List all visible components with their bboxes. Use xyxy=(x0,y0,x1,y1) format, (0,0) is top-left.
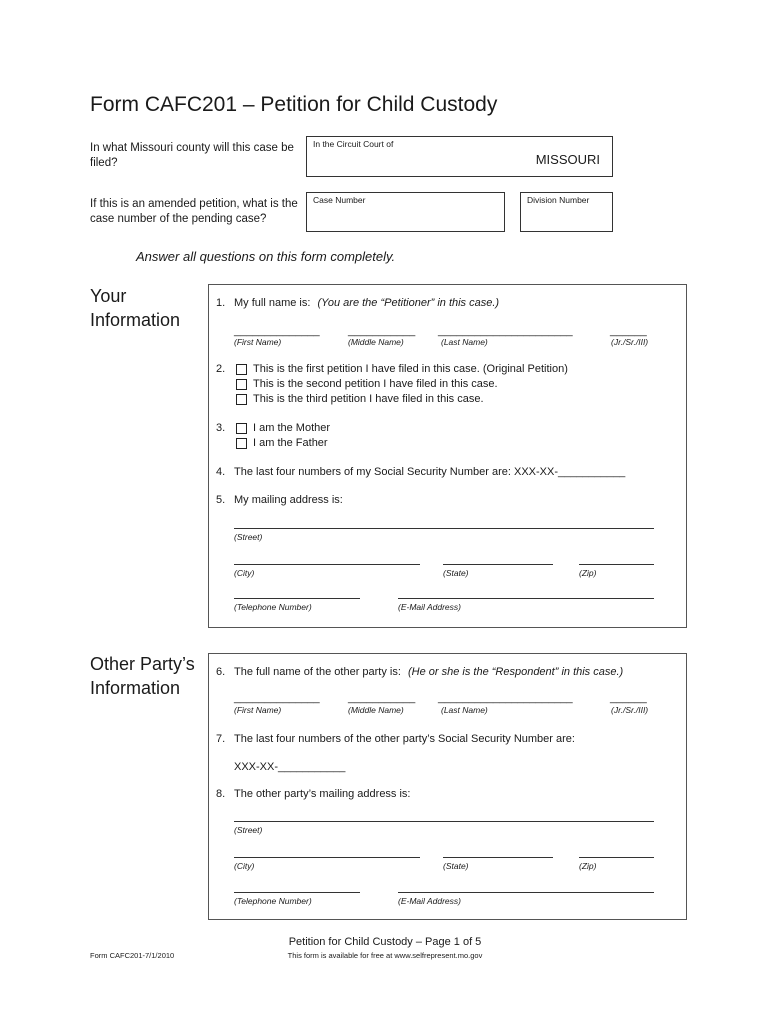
q5-zip-label: (Zip) xyxy=(579,568,597,578)
q5-phone-line[interactable] xyxy=(234,598,360,599)
form-title: Form CAFC201 – Petition for Child Custody xyxy=(90,93,498,116)
q6-suffix-blank[interactable]: ______ xyxy=(610,692,647,704)
footer-page-label: Petition for Child Custody – Page 1 of 5 xyxy=(288,936,482,948)
q6-last-name-blank[interactable]: ______________________ xyxy=(438,692,573,704)
q8-phone-label: (Telephone Number) xyxy=(234,896,312,906)
q5-street-label: (Street) xyxy=(234,532,263,542)
q2-option-1-checkbox[interactable] xyxy=(236,364,247,375)
q8-text: The other party’s mailing address is: xyxy=(234,788,411,800)
q6-first-name-label: (First Name) xyxy=(234,705,282,715)
q5-state-line[interactable] xyxy=(443,564,553,565)
county-question: In what Missouri county will this case be filed? xyxy=(90,142,294,169)
q5-zip-line[interactable] xyxy=(579,564,654,565)
q6-text xyxy=(234,666,623,678)
division-number-field[interactable] xyxy=(520,192,613,232)
q2-option-1-label: This is the first petition I have filed in this case. (Original Petition) xyxy=(253,363,568,375)
q5-city-label: (City) xyxy=(234,568,255,578)
q8-street-line[interactable] xyxy=(234,821,654,822)
q1-middle-name-label: (Middle Name) xyxy=(348,337,404,347)
q8-phone-line[interactable] xyxy=(234,892,360,893)
q1-first-name-label: (First Name) xyxy=(234,337,282,347)
q8-zip-label: (Zip) xyxy=(579,861,597,871)
q7-text: The last four numbers of the other party’s Social Security Number are: xyxy=(234,733,575,745)
q3-mother-label: I am the Mother xyxy=(253,422,331,434)
q5-email-line[interactable] xyxy=(398,598,654,599)
q1-suffix-label: (Jr./Sr./III) xyxy=(611,337,649,347)
q6-first-name-blank[interactable]: ______________ xyxy=(234,692,320,704)
q7-number: 7. xyxy=(216,733,226,745)
q5-state-label: (State) xyxy=(443,568,469,578)
amended-question: If this is an amended petition, what is the case number of the pending case? xyxy=(90,198,298,225)
footer-form-id: Form CAFC201-7/1/2010 xyxy=(90,951,175,960)
q2-number: 2. xyxy=(216,363,226,375)
q5-phone-label: (Telephone Number) xyxy=(234,602,312,612)
your-info-panel xyxy=(208,284,687,628)
q2-option-2-label: This is the second petition I have filed in this case. xyxy=(253,378,498,390)
q6-middle-name-blank[interactable]: ___________ xyxy=(348,692,416,704)
q5-email-label: (E-Mail Address) xyxy=(398,602,461,612)
instruction-text: Answer all questions on this form completely. xyxy=(136,249,396,264)
q3-father-label: I am the Father xyxy=(253,437,328,449)
q6-middle-name-label: (Middle Name) xyxy=(348,705,404,715)
q3-father-checkbox[interactable] xyxy=(236,438,247,449)
q2-option-3-label: This is the third petition I have filed in this case. xyxy=(253,393,484,405)
q8-number: 8. xyxy=(216,788,226,800)
q8-email-line[interactable] xyxy=(398,892,654,893)
q6-number: 6. xyxy=(216,666,226,678)
q1-last-name-blank[interactable]: ______________________ xyxy=(438,325,573,337)
q3-number: 3. xyxy=(216,422,226,434)
q5-number: 5. xyxy=(216,494,226,506)
q1-suffix-blank[interactable]: ______ xyxy=(610,325,647,337)
q8-state-line[interactable] xyxy=(443,857,553,858)
other-info-panel xyxy=(208,653,687,920)
q1-first-name-blank[interactable]: ______________ xyxy=(234,325,320,337)
q4-ssn-field[interactable]: The last four numbers of my Social Security Number are: XXX-XX-___________ xyxy=(234,466,626,478)
your-info-heading: Your Information xyxy=(90,286,181,330)
q6-label: The full name of the other party is: xyxy=(234,666,401,678)
division-number-label: Division Number xyxy=(527,195,590,205)
q8-city-label: (City) xyxy=(234,861,255,871)
state-value: MISSOURI xyxy=(535,152,600,167)
case-number-field[interactable] xyxy=(306,192,505,232)
q1-label: My full name is: xyxy=(234,297,311,309)
q1-middle-name-blank[interactable]: ___________ xyxy=(348,325,416,337)
other-info-heading: Other Party’s Information xyxy=(90,654,195,698)
q7-ssn-field[interactable]: XXX-XX-___________ xyxy=(234,761,346,773)
q8-state-label: (State) xyxy=(443,861,469,871)
circuit-court-label: In the Circuit Court of xyxy=(313,139,394,149)
q5-text: My mailing address is: xyxy=(234,494,343,506)
q1-note: (You are the “Petitioner” in this case.) xyxy=(317,297,500,309)
case-number-label: Case Number xyxy=(313,195,366,205)
q2-option-3-checkbox[interactable] xyxy=(236,394,247,405)
q8-city-line[interactable] xyxy=(234,857,420,858)
q5-street-line[interactable] xyxy=(234,528,654,529)
q1-text xyxy=(234,297,499,309)
q8-street-label: (Street) xyxy=(234,825,263,835)
circuit-court-field[interactable] xyxy=(306,136,613,177)
footer-availability: This form is available for free at www.selfrepresent.mo.gov xyxy=(287,951,483,960)
q6-last-name-label: (Last Name) xyxy=(441,705,488,715)
q1-number: 1. xyxy=(216,297,226,309)
q5-city-line[interactable] xyxy=(234,564,420,565)
q2-option-2-checkbox[interactable] xyxy=(236,379,247,390)
q1-last-name-label: (Last Name) xyxy=(441,337,488,347)
q8-email-label: (E-Mail Address) xyxy=(398,896,461,906)
q3-mother-checkbox[interactable] xyxy=(236,423,247,434)
q6-suffix-label: (Jr./Sr./III) xyxy=(611,705,649,715)
q6-note: (He or she is the “Respondent” in this case.) xyxy=(407,666,624,678)
q8-zip-line[interactable] xyxy=(579,857,654,858)
q4-number: 4. xyxy=(216,466,226,478)
